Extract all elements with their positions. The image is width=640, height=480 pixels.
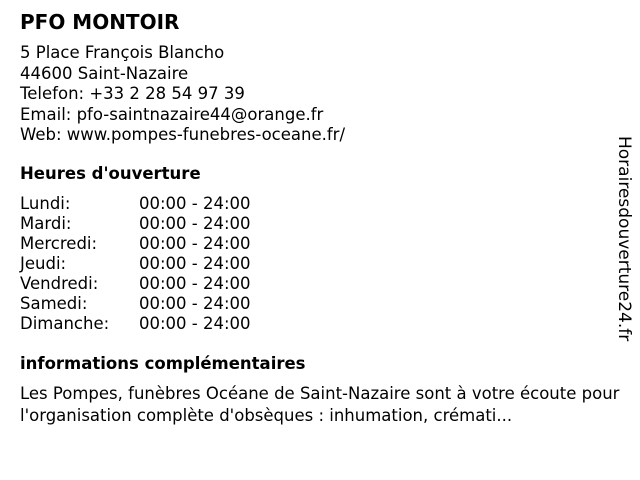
hours-row-wednesday: [20, 234, 251, 254]
email-line[interactable]: Email: pfo-saintnazaire44@orange.fr: [20, 104, 324, 124]
day-label: Lundi:: [20, 194, 71, 213]
opening-hours-heading: Heures d'ouverture: [20, 164, 201, 183]
hours-row-monday: [20, 194, 251, 214]
hours-value: 00:00 - 24:00: [139, 254, 251, 273]
opening-hours-table: [20, 194, 251, 334]
hours-value: 00:00 - 24:00: [139, 234, 251, 253]
address-line-1: 5 Place François Blancho: [20, 43, 225, 62]
day-label: Dimanche:: [20, 314, 110, 333]
watermark-text: Horairesdouverture24.fr: [614, 136, 634, 342]
hours-value: 00:00 - 24:00: [139, 214, 251, 233]
address-line-2: 44600 Saint-Nazaire: [20, 63, 189, 83]
day-label: Mardi:: [20, 214, 72, 233]
hours-row-friday: [20, 274, 251, 294]
day-label: Jeudi:: [20, 254, 67, 273]
hours-value: 00:00 - 24:00: [139, 194, 251, 213]
hours-value: 00:00 - 24:00: [139, 274, 251, 293]
additional-info-text: Les Pompes, funèbres Océane de Saint-Nazaire sont à votre écoute pour l'organisation complète d'obsèques : inhumation, crémati...: [20, 384, 620, 425]
day-label: Samedi:: [20, 294, 88, 313]
hours-row-sunday: [20, 314, 251, 334]
business-name: PFO MONTOIR: [20, 10, 180, 34]
web-line[interactable]: Web: www.pompes-funebres-oceane.fr/: [20, 125, 346, 144]
day-label: Mercredi:: [20, 234, 98, 253]
hours-row-saturday: [20, 294, 251, 314]
contact-block: [20, 43, 345, 146]
additional-info-heading: informations complémentaires: [20, 354, 306, 373]
hours-row-tuesday: [20, 214, 251, 234]
hours-value: 00:00 - 24:00: [139, 314, 251, 333]
watermark: [610, 134, 638, 344]
hours-value: 00:00 - 24:00: [139, 294, 251, 313]
hours-row-thursday: [20, 254, 251, 274]
phone-line[interactable]: Telefon: +33 2 28 54 97 39: [20, 84, 245, 103]
day-label: Vendredi:: [20, 274, 99, 293]
